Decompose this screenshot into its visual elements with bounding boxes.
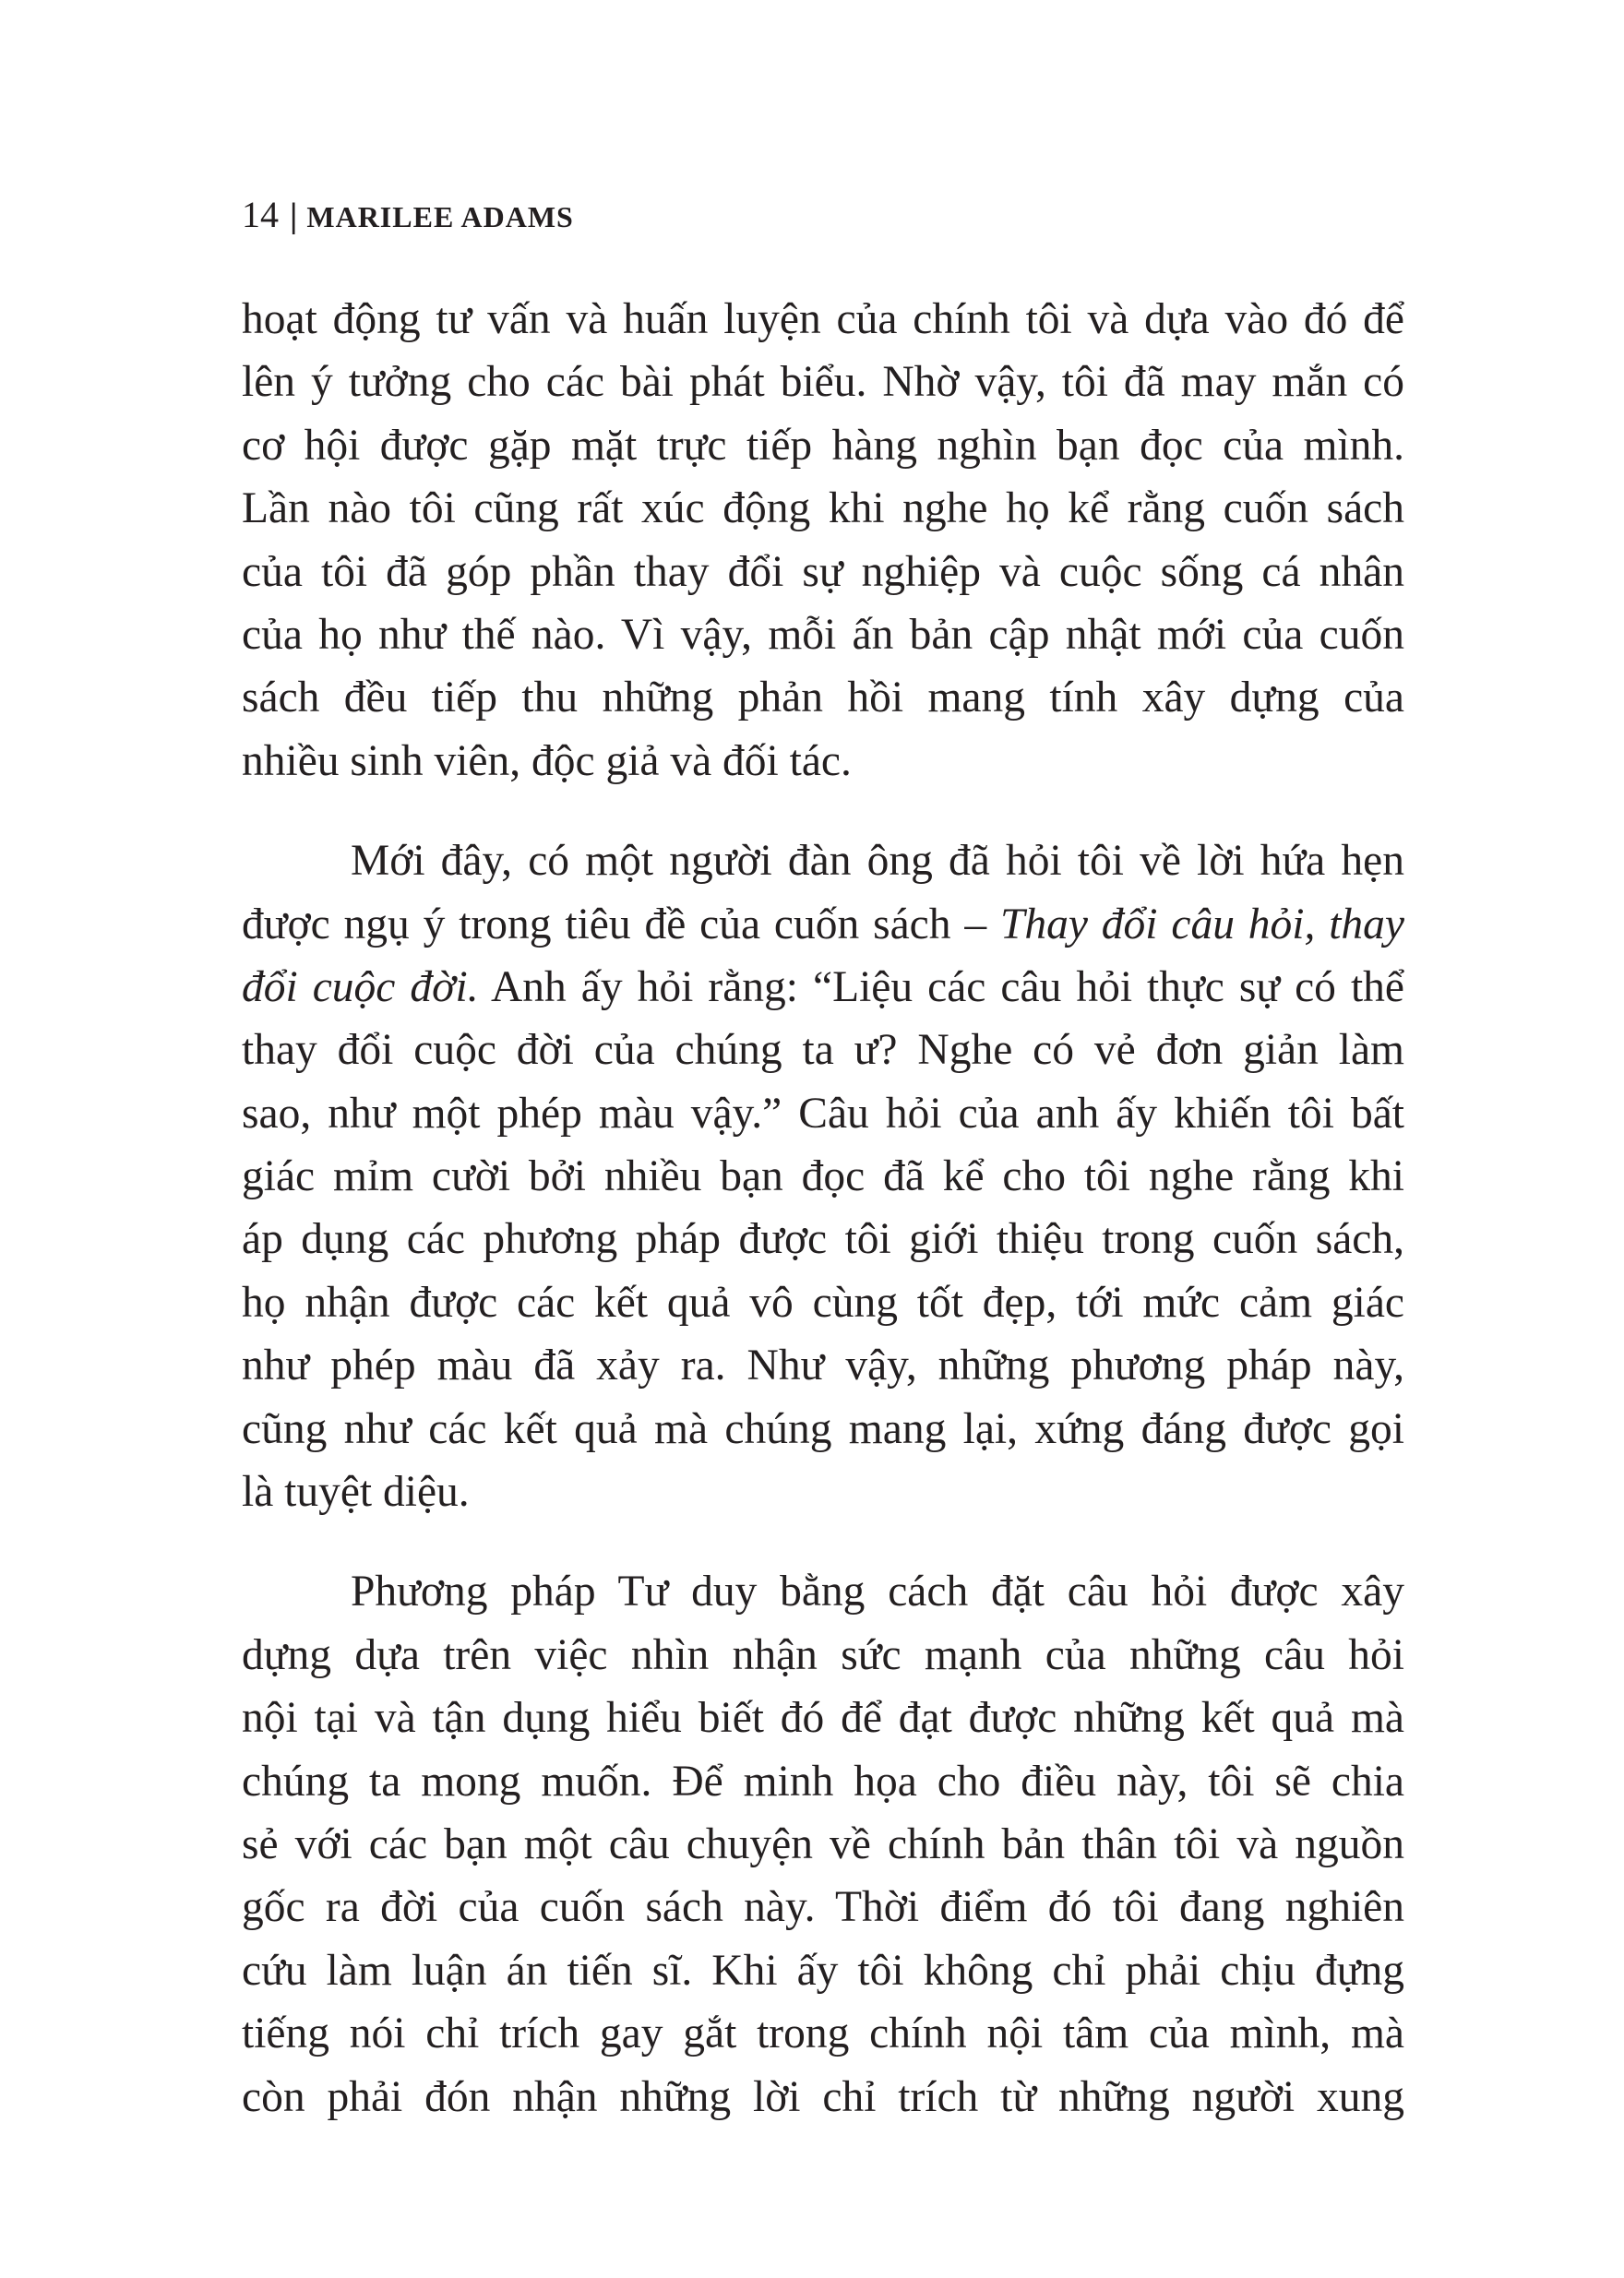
book-title-italic: đổi cuộc đời. <box>242 962 479 1011</box>
text-line: Mới đây, có một người đàn ông đã hỏi tôi về lời hứa hẹn <box>351 837 1404 886</box>
paragraph-2 <box>242 829 1404 1523</box>
header-separator: | <box>290 197 298 235</box>
text-line: sẻ với các bạn một câu chuyện về chính bản thân tôi và nguồn <box>242 1819 1404 1868</box>
text-line: nhiều sinh viên, độc giả và đối tác. <box>242 736 852 785</box>
text-line: nội tại và tận dụng hiểu biết đó để đạt được những kết quả mà <box>242 1694 1404 1743</box>
text-line: giác mỉm cười bởi nhiều bạn đọc đã kể cho tôi nghe rằng khi <box>242 1152 1404 1201</box>
text-line: hoạt động tư vấn và huấn luyện của chính tôi và dựa vào đó để <box>242 295 1404 343</box>
author-name: MARILEE ADAMS <box>306 200 574 233</box>
text-line: chúng ta mong muốn. Để minh họa cho điều này, tôi sẽ chia <box>242 1757 1404 1806</box>
body-text <box>242 288 1404 2129</box>
text-line: cơ hội được gặp mặt trực tiếp hàng nghìn bạn đọc của mình. <box>242 421 1404 470</box>
paragraph-1 <box>242 288 1404 793</box>
text-line: thay đổi cuộc đời của chúng ta ư? Nghe có vẻ đơn giản làm <box>242 1026 1404 1075</box>
text-line: tiếng nói chỉ trích gay gắt trong chính nội tâm của mình, mà <box>242 2010 1404 2058</box>
text-line-mixed <box>242 956 1404 1019</box>
text-line: gốc ra đời của cuốn sách này. Thời điểm đó tôi đang nghiên <box>242 1883 1404 1932</box>
text-line: dựng dựa trên việc nhìn nhận sức mạnh của những câu hỏi <box>242 1630 1404 1679</box>
text-line: áp dụng các phương pháp được tôi giới thiệu trong cuốn sách, <box>242 1215 1404 1264</box>
text-line: Lần nào tôi cũng rất xúc động khi nghe họ kể rằng cuốn sách <box>242 484 1404 533</box>
book-title-italic: Thay đổi câu hỏi, thay <box>999 900 1404 948</box>
text-line: họ nhận được các kết quả vô cùng tốt đẹp, tới mức cảm giác <box>242 1278 1404 1327</box>
text-line-mixed <box>242 893 1404 956</box>
text-line: Phương pháp Tư duy bằng cách đặt câu hỏi được xây <box>351 1568 1404 1616</box>
text-run: được ngụ ý trong tiêu đề của cuốn sách – <box>242 900 1000 948</box>
paragraph-spacer <box>242 1523 1404 1560</box>
paragraph-spacer <box>242 793 1404 829</box>
running-header <box>242 192 574 240</box>
text-line: là tuyệt diệu. <box>242 1468 470 1517</box>
text-run: Anh ấy hỏi rằng: “Liệu các câu hỏi thực sự có thể <box>478 962 1404 1011</box>
text-line: lên ý tưởng cho các bài phát biểu. Nhờ vậy, tôi đã may mắn có <box>242 358 1404 407</box>
text-line: còn phải đón nhận những lời chỉ trích từ những người xung <box>242 2072 1404 2121</box>
text-line: như phép màu đã xảy ra. Như vậy, những phương pháp này, <box>242 1342 1404 1390</box>
paragraph-3 <box>242 1560 1404 2129</box>
text-line: cứu làm luận án tiến sĩ. Khi ấy tôi không chỉ phải chịu đựng <box>242 1946 1404 1995</box>
text-line: sao, như một phép màu vậy.” Câu hỏi của anh ấy khiến tôi bất <box>242 1089 1404 1138</box>
text-line: cũng như các kết quả mà chúng mang lại, xứng đáng được gọi <box>242 1404 1404 1453</box>
text-line: của tôi đã góp phần thay đổi sự nghiệp và cuộc sống cá nhân <box>242 547 1404 596</box>
text-line: của họ như thế nào. Vì vậy, mỗi ấn bản cập nhật mới của cuốn <box>242 610 1404 659</box>
text-line: sách đều tiếp thu những phản hồi mang tính xây dựng của <box>242 674 1404 722</box>
page-number: 14 <box>242 194 279 235</box>
